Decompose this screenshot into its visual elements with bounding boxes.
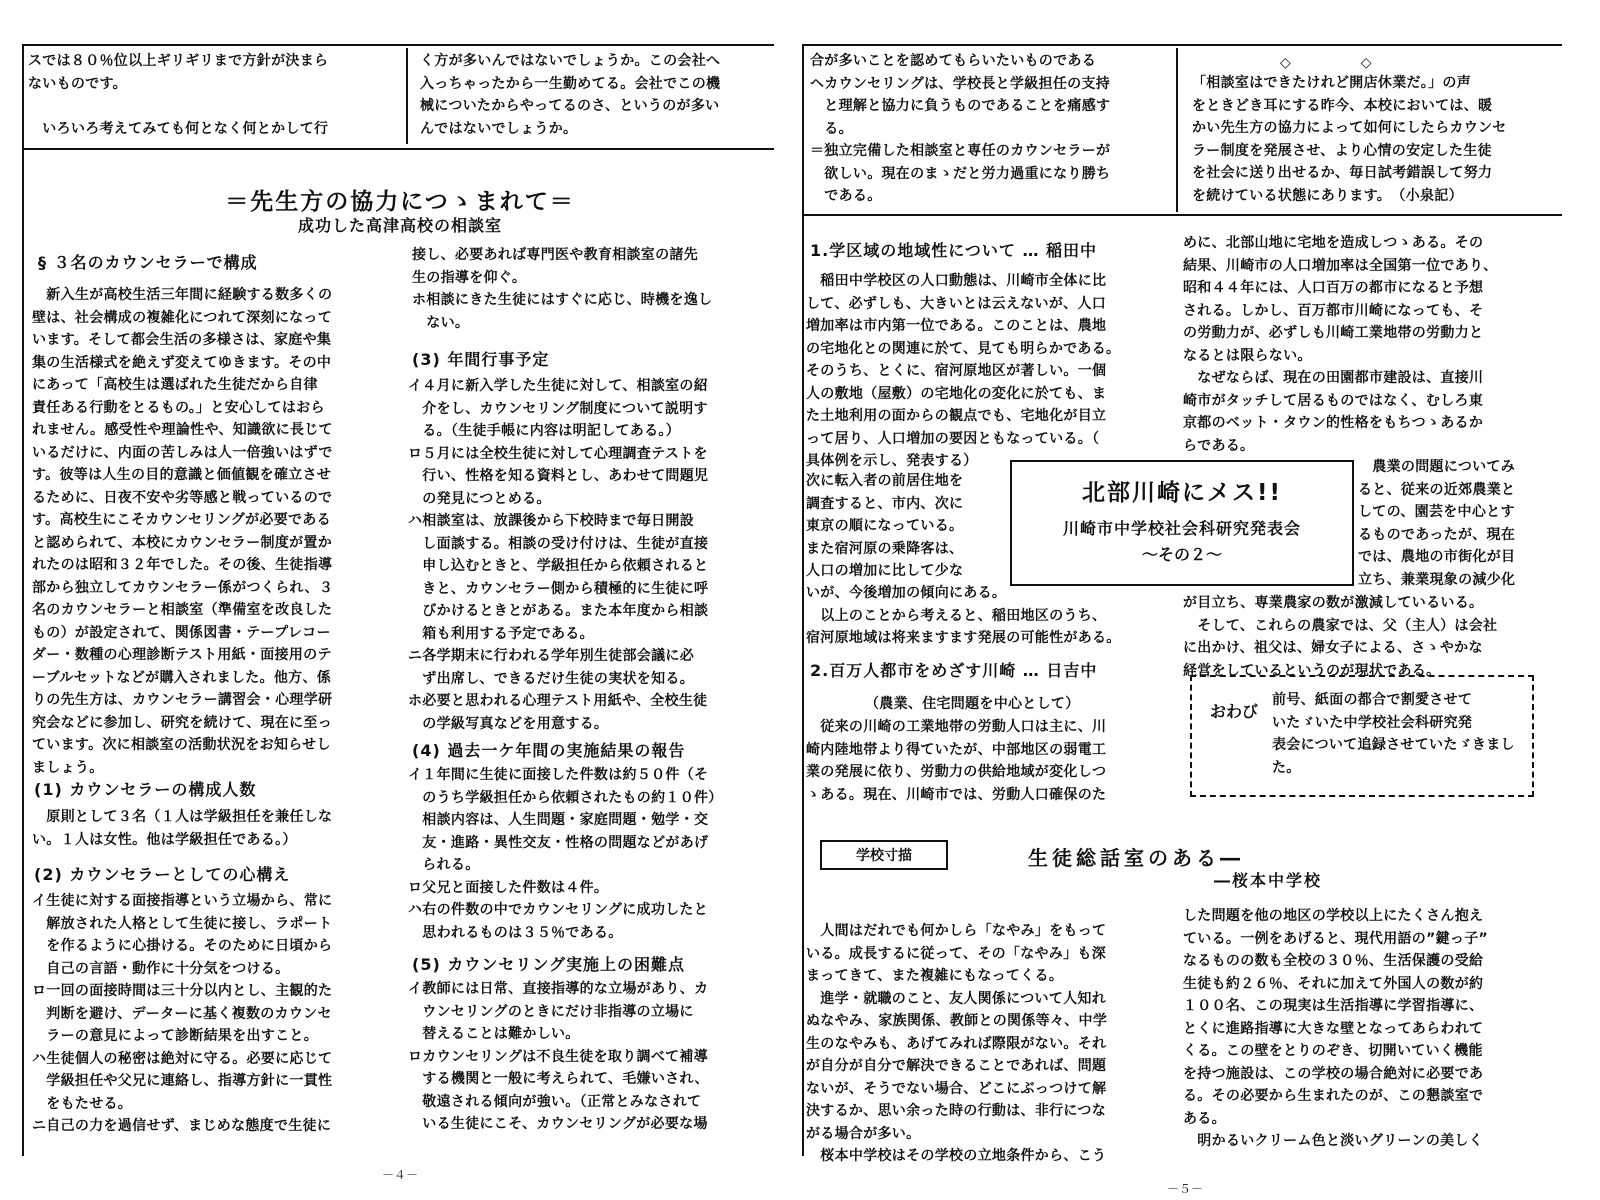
right-page-border	[802, 44, 804, 1156]
heading-annual-schedule: (3) 年間行事予定	[412, 350, 550, 369]
annual-schedule-body: イ４月に新入学した生徒に対して、相談室の紹 介をし、カウンセリング制度について説明す る。（生徒手帳に内容は明記してある。） ロ５月には全校生徒に対して心理調査テストを 行い、性格を知る資料とし、あわせて問題児 の発見につとめる。 ハ相談室は、放課後から下校時まで毎日開設 し面談する。相談の受け付けは、生徒が直接 申し込むときと、学級担任から依頼されると きと、カウンセラー側から積極的に生徒に呼 びかけるときとがある。また本年度から相談 箱も利用する予定である。 ニ各学期末に行われる学年別生徒部会議に必 ず出席し、できるだけ生徒の実状を知る。 ホ必要と思われる心理テスト用紙や、全校生徒 の学級写真などを用意する。	[408, 378, 709, 732]
apology-label: おわび	[1210, 702, 1259, 721]
results-body: イ１年間に生徒に面接した件数は約５０件（そ のうち学級担任から依頼されたもの約１０件） 相談内容は、人生問題・家庭問題・勉学・交 友・進路・異性交友・性格の問題などがあげ られる。 ロ父兄と面接した件数は４件。 ハ右の件数の中でカウンセリングに成功したと 思われるものは３５％である。	[408, 767, 723, 941]
heading-counselor-count: (1) カウンセラーの構成人数	[34, 780, 257, 799]
feature-title-box	[1010, 460, 1354, 586]
diamond-ornaments: ◇ ◇	[1280, 55, 1372, 71]
school-district-body: 稲田中学校区の人口動態は、川崎市全体に比 して、必ずしも、大きいとは云えないが、人口 増加率は市内第一位である。このことは、農地 の宅地化との関連に於て、見ても明らかである。 そのうち、とくに、宿河原地区が著しい。一個 人の敷地（屋敷）の宅地化の変化に於ても、ま た土地利用の面からの観点でも、宅地化が目立 って居り、人口増加の要因ともなっている。（ 具体例を示し、発表する）	[806, 273, 1121, 469]
million-city-subheading: （農業、住宅問題を中心として）	[865, 696, 1080, 712]
school-corner-name: ―桜本中学校	[1214, 871, 1323, 890]
right-page	[790, 0, 1600, 1200]
section-heading-counselors: § ３名のカウンセラーで構成	[38, 253, 258, 272]
attitude-body: イ生徒に対する面接指導という立場から、常に 解放された人格として生徒に接し、ラポート を作るように心掛ける。そのために日頃から 自己の言語・動作に十分気をつける。 ロ一回の面接時間は三十分以内とし、主観的た 判断を避け、データーに基く複数のカウンセ ラーの意見によって診断結果を出すこと。 ハ生徒個人の秘密は絶対に守る。必要に応じて 学級担任や父兄に連絡し、指導方針に一貫性 をもたせる。 ニ自己の力を過信せず、まじめな態度で生徒に	[32, 893, 333, 1134]
page-number: －５－	[1166, 1182, 1203, 1196]
school-corner-col1: 人間はだれでも何かしら「なやみ」をもって いる。成長するに従って、その「なやみ」も深 まってきて、また複雑にもなってくる。 進学・就職のこと、友人関係について人知れ ぬなやみ、家族関係、教師との関係等々、中学 生のなやみも、あげてみれば際限がない。それ が自分が自分で解決できることであれば、問題 ないが、そうでない場合、どこにぶっつけて解 決するか、思い余った時の行動は、非行につな がる場合が多い。 桜本中学校はその学校の立地条件から、こう	[806, 923, 1108, 1164]
left-page-border	[22, 44, 24, 1156]
article-title: ＝先生方の協力につゝまれて＝	[225, 189, 575, 215]
heading-results: (4) 過去一ケ年間の実施結果の報告	[412, 741, 686, 760]
school-corner-label-box	[820, 840, 948, 870]
top-rule	[802, 44, 1562, 46]
school-corner-col2: した問題を他の地区の学校以上にたくさん抱え ている。一例をあげると、現代用語の”鍵っ子” なるものの数も全校の３０％、生活保護の受給 生徒も約２６％、それに加えて外国人の数が約 １００名、この現実は生活指導に学習指導に、 とくに進路指導に大きな壁となってあらわれて くる。この壁をとりのぞき、切開いていく機能 を持つ施設は、この学校の場合絶対に必要であ る。その必要から生まれたのが、この懇談室で ある。 明かるいクリーム色と淡いグリーンの美しく	[1183, 908, 1489, 1149]
article-subtitle: 成功した高津高校の相談室	[297, 216, 502, 235]
heading-million-city: 2.百万人都市をめざす川崎 … 日吉中	[810, 661, 1098, 680]
school-corner-title: 生徒総話室のある―	[1028, 846, 1244, 870]
heading-school-district: 1.学区域の地域性について … 稲田中	[810, 241, 1098, 260]
section-rule	[22, 148, 774, 150]
section-rule	[802, 214, 1562, 216]
feature-part-label: ～その２～	[1141, 545, 1222, 564]
right-col2-body-2: 農業の問題についてみ ると、従来の近郊農業と しての、園芸を中心とす るものであったが、現在 では、農地の市街化が目 立ち、兼業現象の減少化	[1358, 459, 1516, 588]
top-rule	[22, 44, 774, 46]
right-top-col2: 「相談室はできたけれど開店休業だ。」の声 をときどき耳にする昨今、本校においては、暖 かい先生方の協力によって如何にしたらカウンセ ラー制度を発展させ、より心情の安定した生徒 を社会に送り出せるか、毎日試考錯誤して努力 を続けている状態にあります。 （小泉記）	[1192, 75, 1507, 204]
school-district-body-3: いが、今後増加の傾向にある。 以上のことから考えると、稲田地区のうち、 宿河原地域は将来ますます発展の可能性がある。	[806, 585, 1121, 646]
heading-attitude: (2) カウンセラーとしての心構え	[34, 865, 291, 884]
column-divider	[1176, 48, 1178, 212]
left-top-col1: スでは８０％位以上ギリギリまで方針が決まら ないものです。 いろいろ考えてみても何となく何とかして行	[28, 53, 329, 137]
feature-subtitle: 川崎市中学校社会科研究発表会	[1062, 519, 1301, 538]
left-col1-body: 新入生が高校生活三年間に経験する数多くの 壁は、社会構成の複雑化につれて深刻になって います。そして都会生活の多様さは、家庭や集 集の生活様式を絶えず変えてゆきます。その中 にあって「高校生は選ばれた生徒だから自律 責任ある行動をとるもの。」と安心してはおら れません。感受性や理論性や、知識欲に長じて いるだけに、内面の苦しみは人一倍強いはずで す。彼等は人生の目的意識と価値観を確立させ るために、日夜不安や劣等感と戦っているので す。高校生にこそカウンセリングが必要である と認められて、本校にカウンセラー制度が置か れたのは昭和３２年でした。その後、生徒指導 部から独立してカウンセラー係がつくられ、３ 名のカウンセラーと相談室（準備室を改良した もの）が設定されて、関係図書・テープレコー ダー・数種の心理診断テスト用紙・面接用のテ ーブルセットなどが購入されました。他方、係 りの先生方は、カウンセラー講習会・心理学研 究会などに参加し、研究を続けて、現在に至っ ています。次に相談室の活動状況をお知らせし ましょう。	[32, 287, 334, 776]
left-top-col2: く方が多いんではないでしょうか。この会社へ 入っちゃったから一生勤めてる。会社でこの機 械についたからやってるのさ、というのが多い んではないでしょうか。	[420, 53, 721, 137]
difficulties-body: イ教師には日常、直接指導的な立場があり、カ ウンセリングのときにだけ非指導の立場に 替えることは難かしい。 ロカウンセリングは不良生徒を取り調べて補導 する機関と一般に考えられて、毛嫌いされ、 敬遠される傾向が強い。（正常とみなされて いる生徒にこそ、カウンセリングが必要な場	[408, 981, 709, 1132]
column-divider	[406, 48, 408, 144]
right-col2-body: めに、北部山地に宅地を造成しつゝある。その 結果、川崎市の人口増加率は全国第一位であり、 昭和４４年には、人口百万の都市になると予想 される。しかし、百万都市川崎になっても、そ の労動力が、必ずしも川崎工業地帯の労動力と なるとは限らない。 なぜならば、現在の田園都市建設は、直接川 崎市がタッチして居るものではなく、むしろ東 京都のベット・タウン的性格をもちつゝあるか らである。	[1183, 235, 1498, 454]
right-top-col1: 合が多いことを認めてもらいたいものである ヘカウンセリングは、学校長と学級担任の支持 と理解と協力に負うものであることを痛感す る。 ＝独立完備した相談室と専任のカウンセラーが 欲しい。現在のまゝだと労力過重になり勝ち である。	[810, 53, 1111, 204]
school-corner-label: 学校寸描	[856, 848, 912, 864]
page-number: －４－	[381, 1168, 418, 1182]
counselor-count-body: 原則として３名（１人は学級担任を兼任しな い。１人は女性。他は学級担任である。）	[32, 809, 333, 848]
school-district-body-2: 次に転入者の前居住地を 調査すると、市内、次に 東京の順になっている。 また宿河原の乗降客は、 人口の増加に比して少な	[806, 473, 964, 579]
left-col2-body: 接し、必要あれば専門医や教育相談室の諸先 生の指導を仰ぐ。 ホ相談にきた生徒にはすぐに応じ、時機を逸し ない。	[412, 247, 713, 331]
left-page	[0, 0, 790, 1200]
apology-text: 前号、紙面の都合で割愛させて いたゞいた中学校社会科研究発 表会について追録させていたゞきました。	[1272, 692, 1515, 776]
heading-difficulties: (5) カウンセリング実施上の困難点	[412, 955, 686, 974]
apology-box	[1190, 675, 1534, 797]
million-city-body: 従来の川崎の工業地帯の労動人口は主に、川 崎内陸地帯より得ていたが、中部地区の弱電工 業の発展に依り、労動力の供給地域が変化しつ ゝある。現在、川崎市では、労動人口確保のた	[806, 719, 1107, 803]
feature-title: 北部川崎にメス!!	[1082, 480, 1282, 506]
right-col2-body-3: が目立ち、専業農家の数が激減しているいる。 そして、これらの農家では、父（主人）は会社 に出かけ、祖父は、婦女子による、さゝやかな 経営をしているというのが現状である。	[1183, 595, 1498, 679]
